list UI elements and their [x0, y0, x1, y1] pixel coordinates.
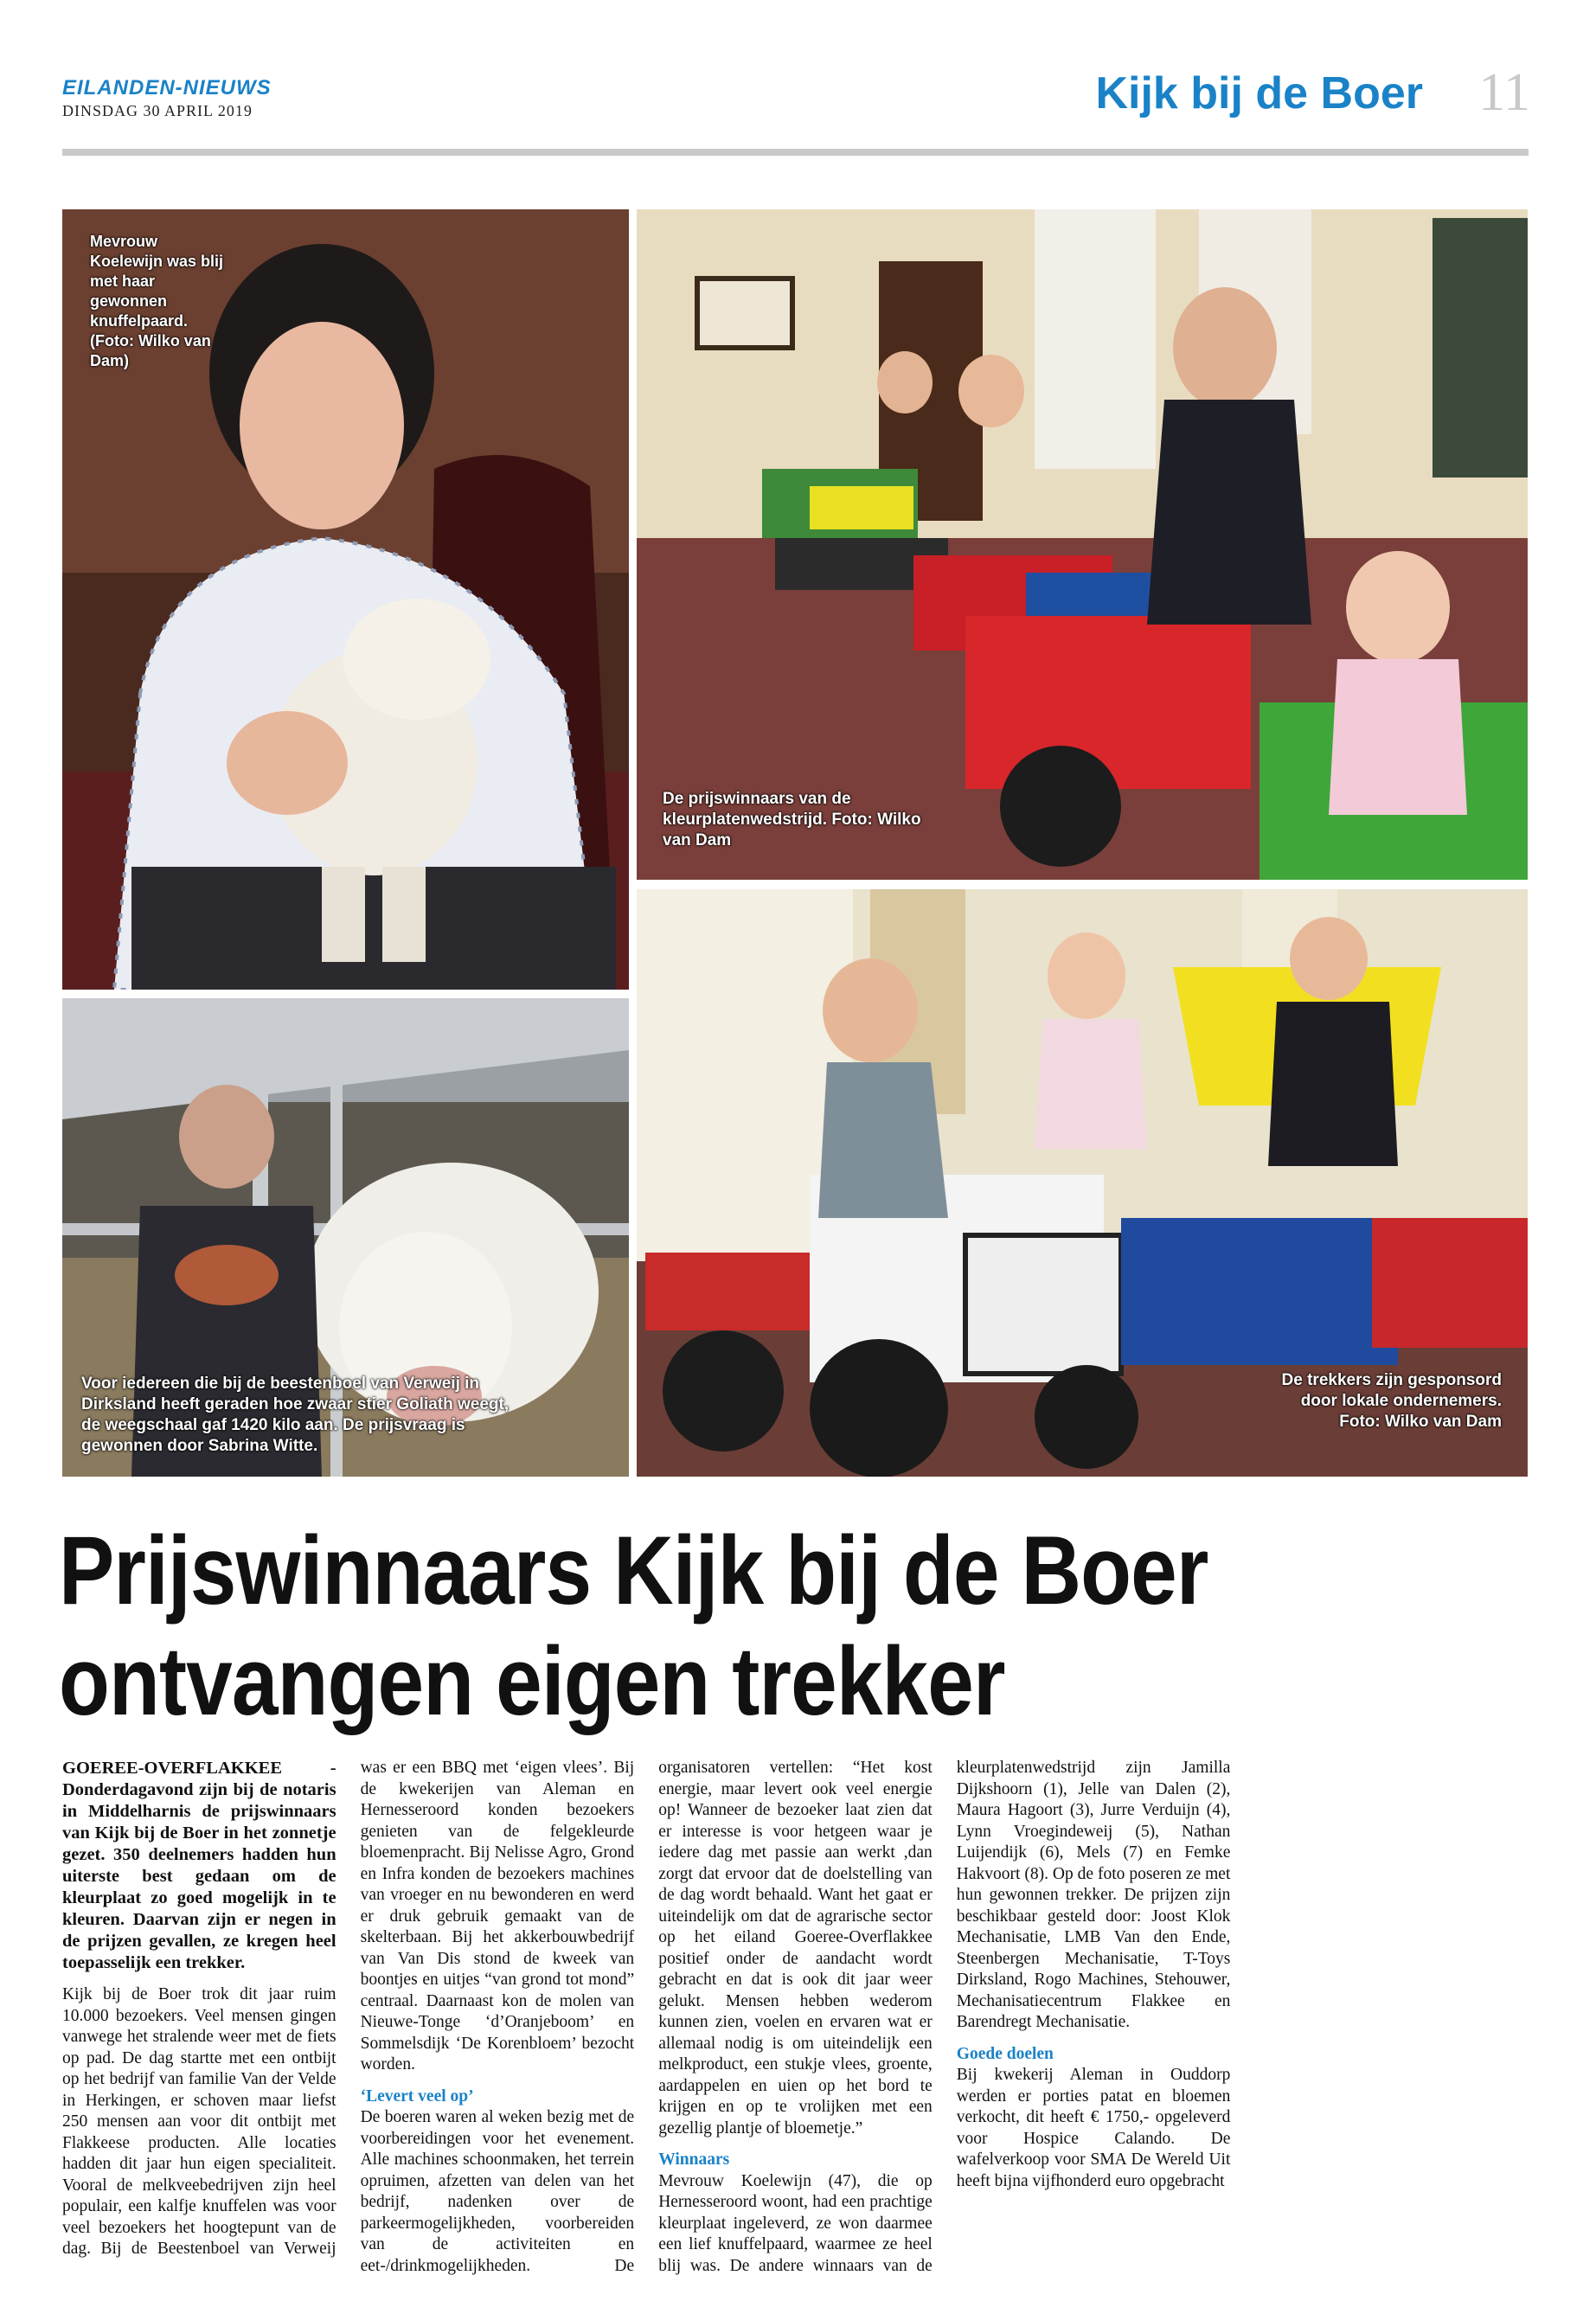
- headline-line-2: ontvangen eigen trekker: [59, 1627, 1005, 1735]
- page-number: 11: [1478, 63, 1530, 122]
- photo-winners-caption: De prijswinnaars van de kleurplatenwedstrijd. Foto: Wilko van Dam: [663, 790, 921, 849]
- issue-date: DINSDAG 30 APRIL 2019: [62, 102, 253, 119]
- headline-line-1: Prijswinnaars Kijk bij de Boer: [59, 1516, 1208, 1625]
- photo-winners-image: [637, 209, 1528, 880]
- article-paragraph-1: Kijk bij de Boer trok dit jaar ruim 10.000 bezoekers. Veel mensen gingen vanwege het stralende weer met de fiets op pad. De dag startte met een ontbijt op het bedrijf van familie Van der Velde in Herkingen, er schoven maar liefst 250 mensen aan voor dit ontbijt met Flakkeese producten. Alle locaties hadden dit jaar hun eigen specialiteit. Vooral de melkveebedrijven zijn heel populair, een kalfje knuffelen was voor veel bezoekers het hoogtepunt van de dag. Bij de Beestenboel van Verweij was er een BBQ met ‘eigen vlees’. Bij de kwekerijen van Aleman en Hernesseroord konden bezoekers genieten van de felgekleurde bloemenpracht. Bij Nelisse Agro, Grond en Infra konden de bezoekers machines van vroeger en nu bewonderen en werd er druk gebruik gemaakt van de skelterbaan. Bij het akkerbouwbedrijf van Van Dis stond de kweek van boontjes en uitjes “van grond tot mond” centraal. Daarnaast kon de molen van Nieuwe-Tonge ‘d’Oranjeboom’ en Sommelsdijk ‘De Korenbloem’ bezocht worden.: [62, 1759, 635, 2258]
- photo-cow-caption: Voor iedereen die bij de beestenboel van Verweij in Dirksland heeft geraden hoe zwaar stier Goliath weegt, de weegschaal gaf 1420 kilo aan. De prijsvraag is gewonnen door Sabrina Witte.: [81, 1375, 510, 1455]
- photo-tractors: [637, 889, 1528, 1477]
- photo-koelewijn-caption: Mevrouw Koelewijn was blij met haar gewonnen knuffelpaard. (Foto: Wilko van Dam): [90, 233, 224, 369]
- photo-tractors-caption: De trekkers zijn gesponsord door lokale ondernemers. Foto: Wilko van Dam: [1281, 1371, 1502, 1431]
- photo-winners: [637, 209, 1528, 880]
- article-paragraph-3: Mevrouw Koelewijn (47), die op Hernesseroord woont, had een prachtige kleurplaat ingeleverd, ze won daarmee een lief knuffelpaard, waarmee ze heel blij was. De andere winnaars van de kleurplatenwedstrijd zijn Jamilla Dijkshoorn (1), Jelle van Dalen (2), Maura Hagoort (3), Jurre Verduijn (4), Lynn Vroegindeweij (5), Nathan Luijendijk (6), Mels (7) en Femke Hakvoort (8). Op de foto poseren ze met hun gewonnen trekker. De prijzen zijn beschikbaar gesteld door: Joost Klok Mechanisatie, LMB Van den Ende, Steenbergen Mechanisatie, T-Toys Dirksland, Rogo Machines, Stehouwer, Mechanisatiecentrum Flakkee en Barendregt Mechanisatie.: [658, 1759, 1231, 2275]
- subhead-goede-doelen: Goede doelen: [956, 2044, 1054, 2063]
- article-body: [62, 1758, 1529, 2277]
- section-title: Kijk bij de Boer: [1095, 68, 1423, 119]
- article-lead: GOEREE-OVERFLAKKEE - Donderdagavond zijn bij de notaris in Middelharnis de prijswinnaars van Kijk bij de Boer in het zonnetje gezet. 350 deelnemers hadden hun uiterste best gedaan om de kleurplaat zo goed mogelijk in te kleuren. Daarvan zijn er negen in de prijzen gevallen, ze kregen heel toepasselijk een trekker.: [62, 1759, 337, 1972]
- header-rule: [62, 149, 1529, 156]
- article-paragraph-2: De boeren waren al weken bezig met de voorbereidingen voor het evenement. Alle machines schoonmaken, het terrein opruimen, afzetten van delen van het bedrijf, nadenken over de parkeermogelijkheden, voorbereiden van de activiteiten en eet-/drinkmogelijkheden. De organisatoren vertellen: “Het kost energie, maar levert ook veel energie op! Wanneer de bezoeker laat zien dat er interesse is voor hetgeen waar je iedere dag met passie aan werkt ,dan zorgt dat ervoor dat de doelstelling van de dag wordt behaald. Want het gaat er uiteindelijk om dat de agrarische sector op het eiland Goeree-Overflakkee positief onder de aandacht wordt gebracht en dat is ook dit jaar weer gelukt. Mensen hebben wederom kunnen zien, voelen en ervaren wat er allemaal nodig is om uiteindelijk een melkproduct, een stukje vlees, groente, aardappelen en uien op het bord te krijgen en op te vrolijken met een gezellig plantje of bloemetje.”: [360, 1759, 933, 2275]
- newspaper-logo: EILANDEN-NIEUWS: [62, 76, 272, 99]
- photo-koelewijn: [62, 209, 629, 990]
- subhead-winnaars: Winnaars: [658, 2150, 730, 2169]
- subhead-levert-veel-op: ‘Levert veel op’: [360, 2086, 474, 2106]
- article-headline: [59, 1516, 1324, 1737]
- article-paragraph-4: Bij kwekerij Aleman in Ouddorp werden er porties patat en bloemen verkocht, dit heeft € 1750,- opgeleverd voor Hospice Calando. De wafelverkoop voor SMA De Wereld Uit heeft bijna vijfhonderd euro opgebracht: [956, 2066, 1231, 2190]
- photo-cow: [62, 998, 629, 1477]
